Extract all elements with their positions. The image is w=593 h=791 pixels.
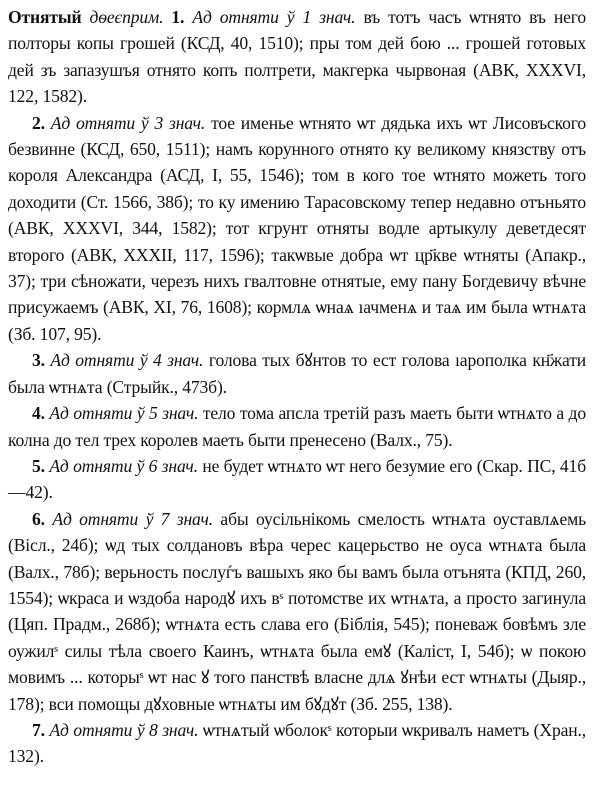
sense-number: 5. [32, 455, 45, 476]
sense-text: голова тых бꙋнтов то ест голова ıарополка кн҃жати была ѡтнѧта (Стрыйк., 473б). [8, 350, 587, 397]
sense-number: 7. [32, 719, 45, 740]
sense-number: 4. [32, 403, 45, 424]
sense-4 [8, 400, 586, 453]
sense-number: 6. [32, 508, 45, 529]
sense-label: Ад отняти ў 6 знач. [49, 455, 198, 476]
sense-label: Ад отняти ў 8 знач. [49, 719, 199, 740]
sense-text: тело тома апсла третій разъ маеть быти ѡтнѧто а до колна до тел трех королев маеть быти пренесено (Валх., 75). [8, 403, 586, 450]
sense-label: Ад отняти ў 1 знач. [192, 7, 356, 27]
sense-number: 1. [171, 7, 185, 27]
sense-7 [8, 717, 586, 770]
sense-2 [8, 110, 586, 348]
sense-number: 2. [32, 112, 45, 133]
sense-label: Ад отняти ў 3 знач. [50, 112, 206, 133]
sense-text: ѡтнѧтый ѡболокˢ которыи ѡкривалъ наметъ (Хран., 132). [8, 719, 587, 767]
sense-label: Ад отняти ў 7 знач. [52, 508, 213, 529]
part-of-speech: дѳеєприм. [89, 7, 164, 27]
sense-6 [8, 506, 586, 717]
sense-3 [8, 347, 586, 400]
sense-text: не будет ѡтнѧто ѡт него безумие его (Скар. ПС, 41б—42). [8, 455, 586, 503]
sense-text: въ тотъ часъ ѡтнято въ него полторы копы грошей (КСД, 40, 1510); пры том дей бою ... грошей готовых дей зъ запазушъя отнято копъ полтрети, макгерка чырвоная (АВК, XXXVI, 122, 1582). [8, 7, 587, 107]
sense-text: абы оусільнікомь смелость ѡтнѧта оуставлѧемь (Вісл., 24б); ѡд тых солдановъ вѣра черес кацерьство не оуса ѡтнѧта была (Валх., 78б); верьность послуѓъ вашыхъ яко бы вамъ была отънята (КПД, 260, 1554); ѡкраса и ѡздоба народꙋ ихъ вˢ потомстве их ѡтнѧта, а просто загинула (Цяп. Прадм., 268б); ѡтнѧта есть слава его (Біблія, 545); поневаж бовѣмъ зле оужилˢ силы тѣла своего Каинъ, ѡтнѧта была емꙋ (Каліст, I, 54б); ѡ покою мовимъ ... которыˢ ѡт нас ꙋ того панствѣ власне длѧ ꙋнѣи ест ѡтнѧты (Дыяр., 178); вси помощы дꙋховные ѡтнѧты им бꙋдꙋт (Зб. 255, 138). [8, 508, 587, 714]
sense-label: Ад отняти ў 5 знач. [49, 403, 199, 424]
headword: Отнятый [8, 7, 82, 27]
sense-5 [8, 453, 586, 506]
sense-1 [8, 4, 586, 110]
sense-text: тое именье ѡтнято ѡт дядька ихъ ѡт Лисовъского безвинне (КСД, 650, 1511); намъ корунного отнято ку великому князству отъ короля Александра (АСД, I, 55, 1546); том в кого тое ѡтнято можеть того доходити (Ст. 1566, 38б); то ку имению Тарасовскому тепер недавно отъньято (АВК, XXXVI, 344, 1582); тот кгрунт отняты водле артыкулу деветдесят второго (АВК, XXXII, 117, 1596); такѡвые добра ѡт цр҃кве ѡтняты (Апакр., 37); три сѣножати, черезъ нихъ гвалтовне отнятые, ему пану Богдевичу вѣчне присужаемъ (АВК, XI, 76, 1608); кормлѧ ѡнаѧ ıачменѧ и таѧ им была ѡтнѧта (Зб. 107, 95). [8, 112, 587, 344]
sense-number: 3. [32, 350, 45, 371]
sense-label: Ад отняти ў 4 знач. [50, 350, 204, 371]
